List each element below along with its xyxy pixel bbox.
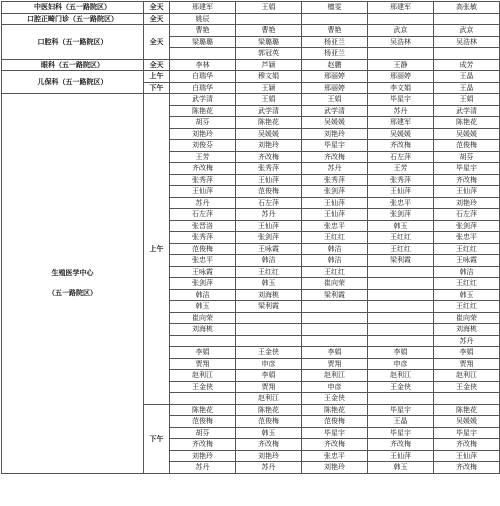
doctor-cell [302,13,368,25]
doctor-cell: 梁利霞 [368,255,434,267]
doctor-cell: 穆文娟 [236,71,302,83]
doctor-cell: 杨亚兰 [302,36,368,48]
doctor-cell: 苏丹 [302,163,368,175]
doctor-cell: 张剑萍 [434,220,500,232]
doctor-cell: 王仙萍 [170,186,236,198]
doctor-cell: 张秀萍 [170,174,236,186]
doctor-cell: 刘艳玲 [302,128,368,140]
doctor-cell: 范俊梅 [170,243,236,255]
doctor-cell: 齐改梅 [170,163,236,175]
doctor-cell: 张忠平 [434,232,500,244]
doctor-cell: 武京 [434,25,500,37]
doctor-cell: 吴媛媛 [236,128,302,140]
doctor-cell: 王金侠 [236,347,302,359]
doctor-cell: 曹艳 [302,25,368,37]
doctor-cell: 王红红 [368,232,434,244]
doctor-cell: 齐改梅 [236,439,302,451]
schedule-table [1,1,500,474]
period-label: 上午 [144,94,170,405]
doctor-cell [434,393,500,405]
doctor-cell: 韩玉 [236,278,302,290]
doctor-cell: 苏丹 [170,462,236,474]
doctor-cell: 张秀萍 [302,174,368,186]
doctor-cell [368,393,434,405]
doctor-cell [170,335,236,347]
department-name: 生殖医学中心 （五一路院区） [2,94,144,474]
doctor-cell [170,393,236,405]
period-label: 全天 [144,25,170,60]
doctor-cell: 赵利江 [368,370,434,382]
doctor-cell [434,13,500,25]
doctor-cell [302,312,368,324]
doctor-cell: 武京 [368,25,434,37]
doctor-cell: 王娟 [434,94,500,106]
doctor-cell: 王芳 [368,163,434,175]
doctor-cell: 邢丽婷 [368,71,434,83]
doctor-cell: 曹艳 [170,25,236,37]
doctor-cell: 刘艳玲 [170,128,236,140]
doctor-cell: 王晶 [434,82,500,94]
doctor-cell: 王红红 [302,232,368,244]
doctor-cell: 王红红 [236,266,302,278]
doctor-cell: 齐改梅 [434,439,500,451]
doctor-cell: 刘俊芬 [170,140,236,152]
doctor-cell [368,278,434,290]
doctor-cell: 齐改梅 [434,462,500,474]
doctor-cell: 石左萍 [434,209,500,221]
doctor-cell: 韩玉 [368,220,434,232]
doctor-cell: 毕星宇 [434,427,500,439]
doctor-cell: 李娟 [236,370,302,382]
doctor-cell: 崔向荣 [434,312,500,324]
doctor-cell [368,324,434,336]
doctor-cell: 张晋洛 [170,220,236,232]
doctor-cell: 吴浩林 [434,36,500,48]
doctor-cell: 白瑞华 [170,82,236,94]
doctor-cell: 苏丹 [368,105,434,117]
doctor-cell: 刘艳玲 [302,462,368,474]
doctor-cell: 白瑞华 [170,71,236,83]
doctor-cell: 苏丹 [170,197,236,209]
doctor-cell: 韩洁 [302,255,368,267]
doctor-cell: 王仙萍 [302,209,368,221]
doctor-cell: 韩玉 [368,462,434,474]
doctor-cell: 陈艳花 [236,117,302,129]
doctor-cell: 崔向荣 [302,278,368,290]
department-name: 口腔正畸门诊（五一路院区） [2,13,144,25]
doctor-cell: 张秀萍 [368,174,434,186]
doctor-cell: 梁利霞 [302,289,368,301]
doctor-cell: 武学清 [236,105,302,117]
doctor-cell: 王红红 [434,278,500,290]
doctor-cell: 齐改梅 [434,174,500,186]
doctor-cell: 刘艳玲 [170,450,236,462]
doctor-cell: 王娟 [236,2,302,14]
doctor-cell: 刘海桃 [170,324,236,336]
doctor-cell: 李林 [170,59,236,71]
doctor-cell: 崔向荣 [170,312,236,324]
period-label: 全天 [144,59,170,71]
doctor-cell: 梁利霞 [236,301,302,313]
doctor-cell: 韩洁 [434,266,500,278]
doctor-cell: 王咏霞 [236,243,302,255]
doctor-cell [236,13,302,25]
doctor-cell: 陈艳花 [434,404,500,416]
doctor-cell: 韩玉 [170,301,236,313]
doctor-cell [434,48,500,60]
doctor-cell: 邢丽婷 [302,71,368,83]
doctor-cell: 王金侠 [170,381,236,393]
doctor-cell: 武学清 [170,94,236,106]
doctor-cell: 王仙萍 [434,450,500,462]
doctor-cell: 齐改梅 [302,151,368,163]
doctor-cell: 王红红 [434,301,500,313]
doctor-cell: 陈艳花 [302,404,368,416]
period-label: 全天 [144,13,170,25]
schedule-row [2,25,500,37]
doctor-cell: 张忠平 [302,220,368,232]
doctor-cell: 吴媛媛 [302,117,368,129]
doctor-cell: 石左萍 [170,209,236,221]
doctor-cell: 胡芬 [170,117,236,129]
doctor-cell: 王红红 [434,243,500,255]
doctor-cell: 曹艳 [236,25,302,37]
doctor-cell [236,312,302,324]
doctor-cell: 陈艳花 [236,404,302,416]
doctor-cell: 吴媛媛 [368,128,434,140]
doctor-cell: 范俊梅 [170,416,236,428]
doctor-cell: 王静 [368,59,434,71]
doctor-cell: 毕星宇 [302,140,368,152]
doctor-cell: 贾翔 [236,381,302,393]
doctor-cell: 李娟 [368,347,434,359]
doctor-cell: 张剑萍 [170,278,236,290]
doctor-cell [302,335,368,347]
doctor-cell [368,289,434,301]
period-label: 下午 [144,404,170,473]
doctor-cell: 陈艳花 [170,404,236,416]
doctor-cell: 王仙萍 [302,197,368,209]
doctor-cell: 贾翔 [170,358,236,370]
doctor-cell: 毕星宇 [368,404,434,416]
department-name: 儿保科（五一路院区） [2,71,144,94]
doctor-cell: 胡芬 [434,151,500,163]
doctor-cell: 张剑萍 [236,232,302,244]
doctor-cell: 王仙萍 [368,186,434,198]
doctor-cell: 李娟 [302,347,368,359]
doctor-cell: 邢建军 [368,2,434,14]
doctor-cell: 苏丹 [236,462,302,474]
doctor-cell: 王金侠 [434,381,500,393]
doctor-cell: 张剑萍 [302,186,368,198]
doctor-cell: 毕星宇 [368,427,434,439]
doctor-cell: 齐改梅 [368,439,434,451]
doctor-cell: 邢建军 [170,2,236,14]
doctor-cell: 毕星宇 [368,94,434,106]
doctor-cell: 张忠平 [170,255,236,267]
department-name: 口腔科（五一路院区） [2,25,144,60]
doctor-cell: 陈艳花 [434,117,500,129]
doctor-cell: 贾翔 [302,358,368,370]
doctor-cell: 高张敏 [434,2,500,14]
doctor-cell: 刘艳玲 [236,450,302,462]
doctor-cell [236,335,302,347]
doctor-cell: 王金侠 [368,381,434,393]
doctor-cell [302,301,368,313]
schedule-row [2,2,500,14]
doctor-cell [236,324,302,336]
doctor-cell: 王红红 [302,266,368,278]
doctor-cell: 姚辰 [170,13,236,25]
doctor-cell: 张忠平 [368,197,434,209]
doctor-cell: 梁璐璐 [170,36,236,48]
doctor-cell: 范俊梅 [434,140,500,152]
doctor-cell: 王晶 [434,71,500,83]
doctor-cell: 齐改梅 [302,439,368,451]
doctor-cell: 张剑萍 [368,209,434,221]
doctor-cell: 齐改梅 [170,439,236,451]
doctor-cell: 范俊梅 [302,416,368,428]
doctor-cell: 武学清 [302,105,368,117]
period-label: 上午 [144,71,170,83]
department-name: 中医妇科（五一路院区） [2,2,144,14]
doctor-cell: 石左萍 [236,197,302,209]
doctor-cell: 毕星宇 [434,163,500,175]
doctor-cell: 陈艳花 [170,105,236,117]
doctor-cell: 王仙萍 [236,174,302,186]
doctor-cell: 邢建军 [368,117,434,129]
doctor-cell: 王仙萍 [434,186,500,198]
doctor-cell: 芦颖 [236,59,302,71]
doctor-cell: 韩洁 [302,243,368,255]
doctor-cell: 石左萍 [368,151,434,163]
schedule-row [2,71,500,83]
doctor-cell: 吴媛媛 [434,416,500,428]
doctor-cell: 韩洁 [236,255,302,267]
doctor-cell [368,48,434,60]
doctor-cell: 王娟 [236,94,302,106]
doctor-cell: 王仙萍 [368,450,434,462]
doctor-cell: 王芳 [170,151,236,163]
doctor-cell: 武学清 [434,105,500,117]
doctor-cell [302,324,368,336]
doctor-cell: 檀雯 [302,2,368,14]
schedule-body [2,2,500,474]
doctor-cell: 赵利江 [236,393,302,405]
doctor-cell: 吴媛媛 [434,128,500,140]
doctor-cell: 刘艳玲 [236,140,302,152]
doctor-cell [368,266,434,278]
doctor-cell: 杨亚兰 [302,48,368,60]
doctor-cell: 王颖 [236,82,302,94]
doctor-cell: 王金侠 [302,393,368,405]
doctor-cell: 胡芬 [170,427,236,439]
doctor-cell: 范俊梅 [236,416,302,428]
doctor-cell: 王咏霞 [434,255,500,267]
doctor-cell: 王咏霞 [170,266,236,278]
doctor-cell: 赵利江 [170,370,236,382]
doctor-cell: 范俊梅 [236,186,302,198]
doctor-cell: 韩玉 [236,427,302,439]
doctor-cell: 贾翔 [434,358,500,370]
doctor-cell: 李娟 [170,347,236,359]
doctor-cell: 成芳 [434,59,500,71]
doctor-cell: 毕星宇 [302,427,368,439]
doctor-cell: 苏丹 [236,209,302,221]
doctor-cell: 邢丽婷 [302,82,368,94]
doctor-cell [368,312,434,324]
doctor-cell: 梁璐璐 [236,36,302,48]
doctor-cell: 张忠平 [302,450,368,462]
doctor-cell: 刘艳玲 [434,197,500,209]
doctor-cell [170,48,236,60]
doctor-cell: 刘海桃 [236,289,302,301]
doctor-cell: 王娟 [302,94,368,106]
doctor-cell: 赵鹏 [302,59,368,71]
doctor-cell: 赵利江 [302,370,368,382]
doctor-cell: 张秀萍 [236,163,302,175]
schedule-row [2,94,500,106]
period-label: 全天 [144,2,170,14]
doctor-cell: 申彦 [368,358,434,370]
schedule-row [2,13,500,25]
doctor-cell: 赵利江 [434,370,500,382]
doctor-cell: 韩洁 [170,289,236,301]
department-name: 眼科（五一路院区） [2,59,144,71]
doctor-cell: 王仙萍 [236,220,302,232]
doctor-cell: 韩玉 [434,289,500,301]
doctor-cell: 苏丹 [434,335,500,347]
doctor-cell: 王晶 [368,416,434,428]
doctor-cell: 张秀萍 [170,232,236,244]
doctor-cell [368,335,434,347]
doctor-cell: 齐改梅 [236,151,302,163]
doctor-cell [368,13,434,25]
doctor-cell: 申彦 [302,381,368,393]
doctor-cell: 申彦 [236,358,302,370]
doctor-cell: 李娟 [434,347,500,359]
doctor-cell: 吴浩林 [368,36,434,48]
doctor-cell: 郭冠英 [236,48,302,60]
doctor-cell: 刘海桃 [434,324,500,336]
period-label: 下午 [144,82,170,94]
schedule-row [2,59,500,71]
doctor-cell: 齐改梅 [368,140,434,152]
doctor-cell: 李文娟 [368,82,434,94]
doctor-cell: 王红红 [368,243,434,255]
doctor-cell [368,301,434,313]
